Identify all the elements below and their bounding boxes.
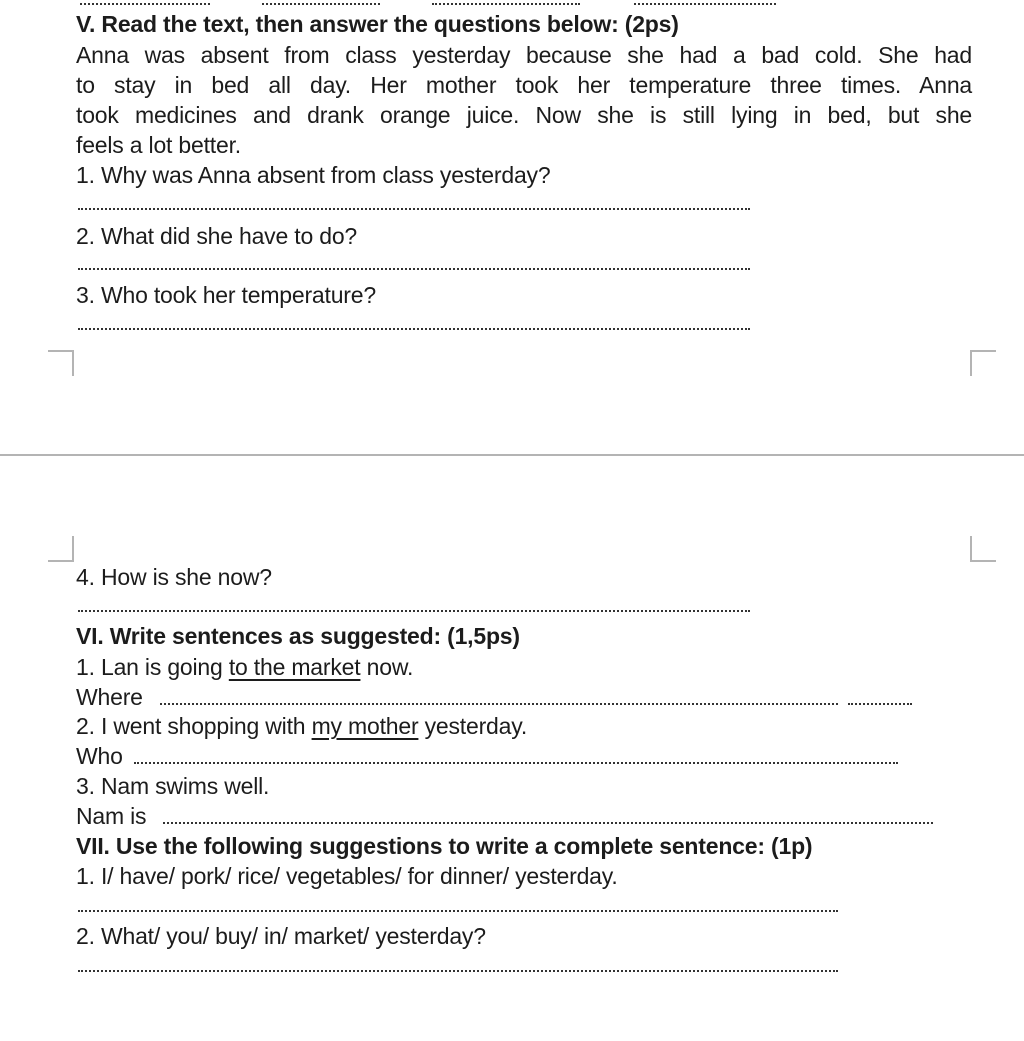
page-separator: [0, 454, 1024, 456]
question-3: 3. Who took her temperature?: [76, 282, 376, 308]
crop-mark-icon: [48, 536, 74, 562]
s7-answer-line-1[interactable]: [78, 910, 838, 912]
section-6-title: VI. Write sentences as suggested: (1,5ps): [76, 623, 520, 649]
answer-line-4[interactable]: [78, 610, 750, 612]
s6-prompt-1: Where: [76, 684, 143, 710]
answer-line-top-2: [262, 0, 380, 5]
crop-mark-icon: [48, 350, 74, 376]
answer-line-top-3: [432, 0, 580, 5]
s6-item-3: 3. Nam swims well.: [76, 773, 270, 799]
s6-item-text: now.: [360, 654, 414, 680]
question-1: 1. Why was Anna absent from class yesterday?: [76, 162, 551, 188]
s6-item-underlined: my mother: [311, 713, 419, 739]
s6-answer-line-3[interactable]: [163, 822, 933, 824]
question-2: 2. What did she have to do?: [76, 223, 358, 249]
s6-prompt-2: Who: [76, 743, 123, 769]
answer-line-top-1: [80, 0, 210, 5]
s6-item-text: 2. I went shopping with: [76, 713, 312, 739]
s6-item-2: [76, 711, 527, 741]
passage-line: feels a lot better.: [76, 132, 241, 158]
s6-item-text: 1. Lan is going: [76, 654, 229, 680]
section-7-title: VII. Use the following suggestions to write a complete sentence: (1p): [76, 833, 813, 859]
passage-line: Anna was absent from class yesterday because she had a bad cold. She had: [76, 42, 972, 68]
s6-answer-line-1b[interactable]: [848, 703, 912, 705]
s6-item-1: [76, 652, 413, 682]
s6-item-text: yesterday.: [418, 713, 528, 739]
s6-item-underlined: to the market: [228, 654, 361, 680]
question-4: 4. How is she now?: [76, 564, 272, 590]
s6-answer-line-1a[interactable]: [160, 703, 838, 705]
section-5-title: V. Read the text, then answer the questions below: (2ps): [76, 11, 679, 37]
crop-mark-icon: [970, 350, 996, 376]
passage-line: to stay in bed all day. Her mother took her temperature three times. Anna: [76, 72, 972, 98]
passage-line: took medicines and drank orange juice. Now she is still lying in bed, but she: [76, 102, 972, 128]
answer-line-3[interactable]: [78, 328, 750, 330]
answer-line-1[interactable]: [78, 208, 750, 210]
answer-line-top-4: [634, 0, 776, 5]
crop-mark-icon: [970, 536, 996, 562]
s6-prompt-3: Nam is: [76, 803, 147, 829]
s7-item-1: 1. I/ have/ pork/ rice/ vegetables/ for dinner/ yesterday.: [76, 863, 618, 889]
s7-item-2: 2. What/ you/ buy/ in/ market/ yesterday?: [76, 923, 486, 949]
answer-line-2[interactable]: [78, 268, 750, 270]
s7-answer-line-2[interactable]: [78, 970, 838, 972]
s6-answer-line-2[interactable]: [134, 762, 898, 764]
